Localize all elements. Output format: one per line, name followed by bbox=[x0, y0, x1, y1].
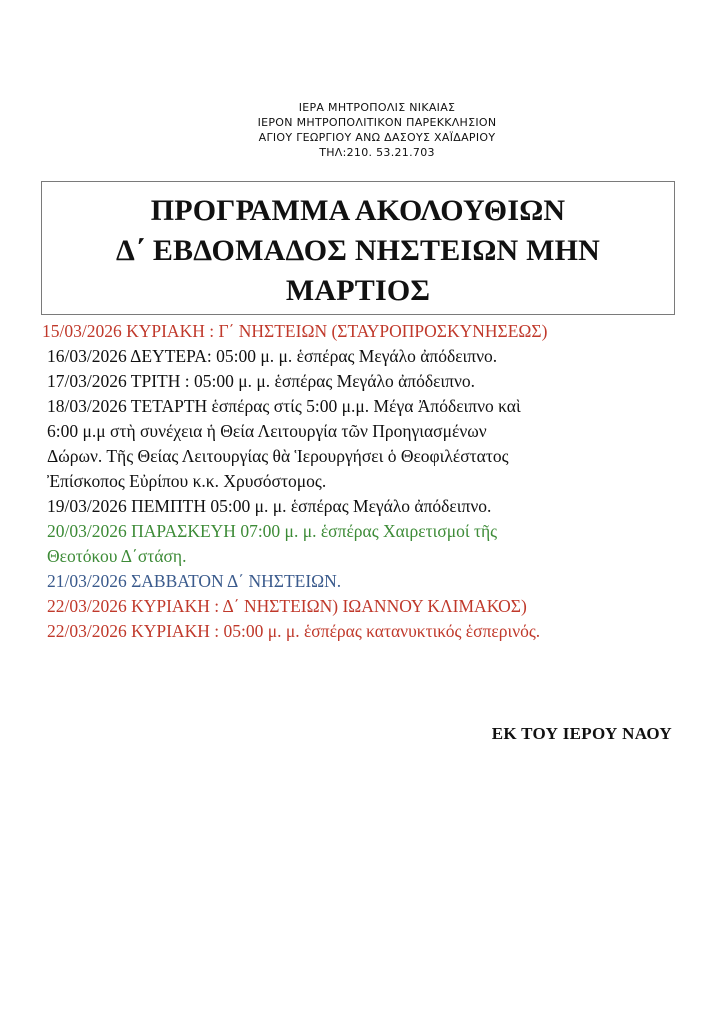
title-line-3: ΜΑΡΤΙΟΣ bbox=[285, 274, 431, 307]
schedule-list bbox=[42, 319, 687, 644]
title-line-2: Δ΄ ΕΒΔΟΜΑΔΟΣ ΝΗΣΤΕΙΩΝ ΜΗΝ bbox=[115, 234, 601, 267]
schedule-entry-thursday-19 bbox=[47, 494, 687, 519]
schedule-entry-text: 22/03/2026 ΚΥΡΙΑΚΗ : Δ΄ ΝΗΣΤΕΙΩΝ) ΙΩΑΝΝΟΥ ΚΛΙΜΑΚΟΣ) bbox=[47, 596, 527, 616]
schedule-entry-text: 20/03/2026 ΠΑΡΑΣΚΕΥΗ 07:00 μ. μ. ἑσπέρας Χαιρετισμοί τῆς bbox=[47, 521, 498, 541]
header-line-phone: ΤΗΛ:210. 53.21.703 bbox=[319, 146, 435, 159]
title-box bbox=[41, 181, 675, 315]
schedule-entry-monday-16 bbox=[47, 344, 687, 369]
schedule-entry-friday-20 bbox=[47, 519, 687, 569]
schedule-entry-text: 17/03/2026 ΤΡΙΤΗ : 05:00 μ. μ. ἑσπέρας Μεγάλο ἀπόδειπνο. bbox=[47, 371, 475, 391]
schedule-entry-text: 6:00 μ.μ στὴ συνέχεια ἡ Θεία Λειτουργία τῶν Προηγιασμένων bbox=[47, 421, 487, 441]
schedule-entry-text: Θεοτόκου Δ΄στάση. bbox=[47, 546, 187, 566]
header-line-metropolis: ΙΕΡΑ ΜΗΤΡΟΠΟΛΙΣ ΝΙΚΑΙΑΣ bbox=[298, 101, 456, 114]
schedule-entry-saturday-21 bbox=[47, 569, 687, 594]
schedule-entry-wednesday-18 bbox=[47, 394, 687, 494]
schedule-entry-text: 15/03/2026 ΚΥΡΙΑΚΗ : Γ΄ ΝΗΣΤΕΙΩΝ (ΣΤΑΥΡΟΠΡΟΣΚΥΝΗΣΕΩΣ) bbox=[42, 321, 548, 341]
title-line-1: ΠΡΟΓΡΑΜΜΑ ΑΚΟΛΟΥΘΙΩΝ bbox=[150, 194, 566, 227]
schedule-entry-tuesday-17 bbox=[47, 369, 687, 394]
signature-footer: ΕΚ ΤΟΥ ΙΕΡΟΥ ΝΑΟΥ bbox=[491, 724, 672, 743]
schedule-entry-sunday-22-feast bbox=[47, 594, 687, 619]
schedule-entry-text: 22/03/2026 ΚΥΡΙΑΚΗ : 05:00 μ. μ. ἑσπέρας κατανυκτικός ἑσπερινός. bbox=[47, 621, 541, 641]
schedule-entry-text: Δώρων. Τῆς Θείας Λειτουργίας θὰ Ἱερουργήσει ὁ Θεοφιλέστατος bbox=[47, 446, 509, 466]
church-header bbox=[0, 100, 724, 160]
schedule-entry-sunday-15 bbox=[42, 319, 687, 344]
schedule-entry-text: 16/03/2026 ΔΕΥΤΕΡΑ: 05:00 μ. μ. ἑσπέρας Μεγάλο ἀπόδειπνο. bbox=[47, 346, 498, 366]
header-line-chapel: ΙΕΡΟΝ ΜΗΤΡΟΠΟΛΙΤΙΚΟΝ ΠΑΡΕΚΚΛΗΣΙΟΝ bbox=[257, 116, 497, 129]
schedule-entry-text: 18/03/2026 ΤΕΤΑΡΤΗ ἑσπέρας στίς 5:00 μ.μ. Μέγα Ἀπόδειπνο καὶ bbox=[47, 396, 521, 416]
schedule-entry-text: 19/03/2026 ΠΕΜΠΤΗ 05:00 μ. μ. ἑσπέρας Μεγάλο ἀπόδειπνο. bbox=[47, 496, 492, 516]
schedule-entry-text: 21/03/2026 ΣΑΒΒΑΤΟΝ Δ΄ ΝΗΣΤΕΙΩΝ. bbox=[47, 571, 342, 591]
schedule-entry-sunday-22-vespers bbox=[47, 619, 687, 644]
schedule-entry-text: Ἐπίσκοπος Εὐρίπου κ.κ. Χρυσόστομος. bbox=[47, 471, 327, 491]
header-line-location: ΑΓΙΟΥ ΓΕΩΡΓΙΟΥ ΑΝΩ ΔΑΣΟΥΣ ΧΑΪΔΑΡΙΟΥ bbox=[258, 131, 496, 144]
